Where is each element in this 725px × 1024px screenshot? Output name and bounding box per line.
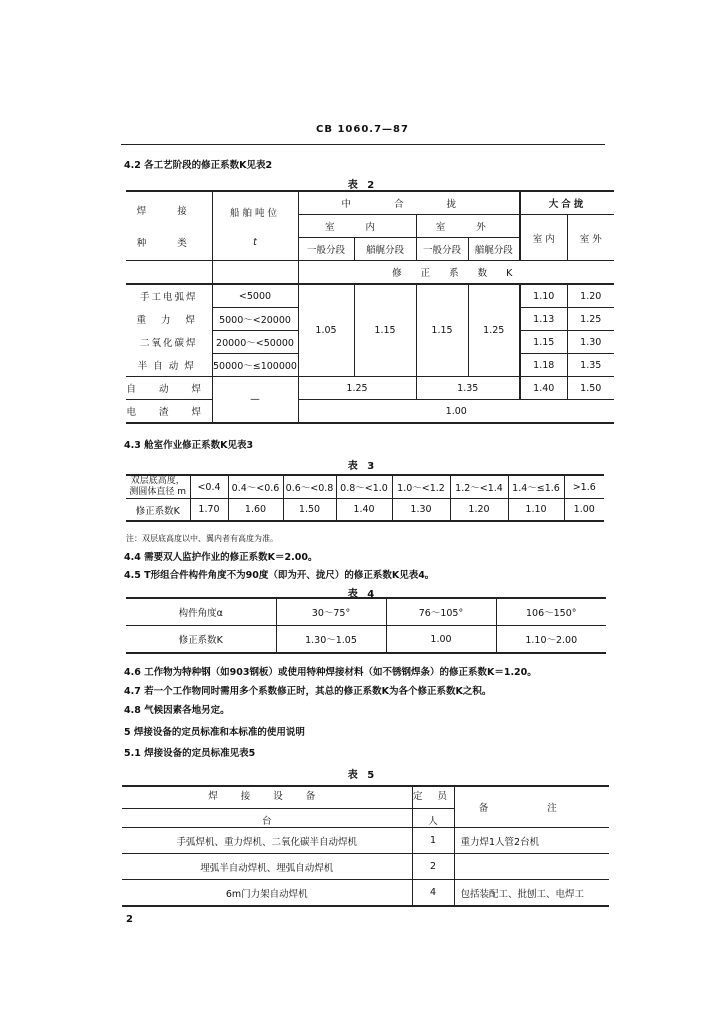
row-ton: 50000～≤100000 bbox=[212, 354, 298, 377]
mid-value: 1.25 bbox=[468, 284, 520, 377]
t3-value: 1.40 bbox=[336, 499, 392, 522]
row-ton: 20000～<50000 bbox=[212, 331, 298, 354]
t3-range: >1.6 bbox=[564, 475, 604, 499]
t5-note: 重力焊1人管2台机 bbox=[454, 828, 609, 854]
head-zcfd1: 艏艉分段 bbox=[354, 238, 416, 261]
table-4-caption: 表 4 bbox=[347, 589, 378, 600]
page-header: CB 1060.7—87 bbox=[316, 124, 409, 135]
head-shiwai: 室 外 bbox=[416, 215, 520, 238]
dz-value: 1.00 bbox=[298, 400, 614, 424]
section-5: 5 焊接设备的定员标准和本标准的使用说明 bbox=[124, 727, 305, 738]
dahe-value: 1.30 bbox=[567, 331, 614, 354]
row-label: 手工电弧焊 bbox=[139, 292, 198, 304]
dahe-value: 1.35 bbox=[567, 354, 614, 377]
head-shinei: 室 内 bbox=[298, 215, 416, 238]
table-4 bbox=[126, 597, 606, 654]
zd-value: 1.35 bbox=[416, 377, 520, 400]
t5-equipment: 6m门力架自动焊机 bbox=[225, 888, 308, 900]
t5-head-equipment: 焊 接 设 备 台 bbox=[122, 786, 412, 828]
t5-head-note: 备 注 bbox=[454, 786, 609, 828]
head-ybfd1: 一般分段 bbox=[298, 238, 354, 261]
head-shiwai2: 室 外 bbox=[567, 215, 614, 261]
section-4-7: 4.7 若一个工作物同时需用多个系数修正时，其总的修正系数K为各个修正系数K之积。 bbox=[124, 686, 492, 697]
table-cell bbox=[212, 261, 298, 285]
zd-value: 1.50 bbox=[567, 377, 614, 400]
t3-label: 修正系数K bbox=[135, 505, 180, 517]
t4-cell: 1.00 bbox=[386, 626, 496, 654]
head-zhonghe: 中 合 拢 bbox=[298, 191, 520, 215]
t3-value: 1.10 bbox=[508, 499, 564, 522]
section-4-6: 4.6 工作物为特种钢（如903钢板）或使用特种焊接材料（如不锈钢焊条）的修正系数K＝1.20。 bbox=[124, 667, 537, 678]
t5-note: 包括装配工、批刨工、电焊工 bbox=[454, 880, 609, 907]
t3-range: 0.6～<0.8 bbox=[283, 475, 336, 499]
mid-value: 1.15 bbox=[354, 284, 416, 377]
mid-value: 1.15 bbox=[416, 284, 468, 377]
zd-value: 1.25 bbox=[298, 377, 416, 400]
t3-value: 1.30 bbox=[392, 499, 450, 522]
t4-cell: 76～105° bbox=[386, 598, 496, 626]
row-label: 半自动焊 bbox=[137, 360, 200, 372]
dahe-value: 1.25 bbox=[567, 308, 614, 331]
dahe-value: 1.13 bbox=[520, 308, 567, 331]
t3-value: 1.50 bbox=[283, 499, 336, 522]
row-label: 自 动 焊 bbox=[126, 384, 212, 395]
row-ton: — bbox=[212, 377, 298, 424]
head-zcfd2: 艏艉分段 bbox=[468, 238, 520, 261]
t5-note bbox=[454, 854, 609, 880]
t3-value: 1.20 bbox=[450, 499, 508, 522]
col-hanjie: 焊 接 种 类 bbox=[136, 206, 201, 249]
zd-value: 1.40 bbox=[520, 377, 567, 400]
section-4-4: 4.4 需要双人监护作业的修正系数K＝2.00。 bbox=[124, 552, 318, 563]
t3-range: 0.8～<1.0 bbox=[336, 475, 392, 499]
table-3-note: 注：双层底高度以中、翼内者有高度为准。 bbox=[126, 534, 278, 543]
col-tonnage: 船舶吨位 t bbox=[212, 191, 298, 261]
row-label: 电 渣 焊 bbox=[126, 407, 212, 418]
dahe-value: 1.15 bbox=[520, 331, 567, 354]
section-4-2: 4.2 各工艺阶段的修正系数K见表2 bbox=[124, 160, 273, 171]
section-4-3: 4.3 舱室作业修正系数K见表3 bbox=[124, 440, 254, 451]
t3-head: 双层底高度， 测圆体直径 m bbox=[129, 476, 187, 497]
t4-cell: 30～75° bbox=[276, 598, 386, 626]
row-label: 二氧化碳焊 bbox=[139, 338, 198, 349]
head-ybfd2: 一般分段 bbox=[416, 238, 468, 261]
t3-range: <0.4 bbox=[190, 475, 228, 499]
page-number: 2 bbox=[126, 914, 133, 925]
t4-cell: 构件角度α bbox=[178, 608, 223, 619]
t5-equipment: 埋弧半自动焊机、埋弧自动焊机 bbox=[200, 862, 334, 874]
section-4-5: 4.5 T形组合件构件角度不为90度（即为开、拢尺）的修正系数K见表4。 bbox=[124, 570, 435, 581]
dahe-value: 1.10 bbox=[520, 284, 567, 308]
table-cell bbox=[126, 261, 212, 285]
table-5 bbox=[122, 785, 609, 907]
head-shinei2: 室 内 bbox=[520, 215, 567, 261]
t3-range: 1.2～<1.4 bbox=[450, 475, 508, 499]
t5-staff: 2 bbox=[412, 854, 454, 880]
header-rule bbox=[121, 144, 605, 145]
t3-range: 1.4～≤1.6 bbox=[508, 475, 564, 499]
table-3-caption: 表 3 bbox=[347, 461, 378, 472]
table-3 bbox=[126, 474, 604, 522]
dahe-value: 1.20 bbox=[567, 284, 614, 308]
row-ton: 5000～<20000 bbox=[212, 308, 298, 331]
row-ton: <5000 bbox=[212, 284, 298, 308]
t3-value: 1.70 bbox=[190, 499, 228, 522]
dahe-value: 1.18 bbox=[520, 354, 567, 377]
table-5-caption: 表 5 bbox=[347, 770, 378, 781]
t4-cell: 1.10～2.00 bbox=[496, 626, 606, 654]
section-5-1: 5.1 焊接设备的定员标准见表5 bbox=[124, 748, 256, 759]
t3-range: 1.0～<1.2 bbox=[392, 475, 450, 499]
mid-value: 1.05 bbox=[298, 284, 354, 377]
t3-value: 1.00 bbox=[564, 499, 604, 522]
t3-value: 1.60 bbox=[228, 499, 283, 522]
t5-staff: 1 bbox=[412, 828, 454, 854]
section-4-8: 4.8 气候因素各地另定。 bbox=[124, 705, 230, 716]
t5-head-staff: 定 员 人 bbox=[412, 786, 454, 828]
head-xzxs: 修 正 系 数 K bbox=[298, 261, 614, 285]
t4-cell: 1.30～1.05 bbox=[276, 626, 386, 654]
table-2-caption: 表 2 bbox=[347, 180, 378, 191]
t5-staff: 4 bbox=[412, 880, 454, 907]
t5-equipment: 手弧焊机、重力焊机、二氧化碳半自动焊机 bbox=[176, 836, 357, 848]
head-dahe: 大合拢 bbox=[520, 191, 614, 215]
t4-cell: 106～150° bbox=[496, 598, 606, 626]
row-label: 重 力 焊 bbox=[136, 315, 202, 326]
t4-cell: 修正系数K bbox=[178, 635, 223, 646]
t3-range: 0.4～<0.6 bbox=[228, 475, 283, 499]
table-2 bbox=[126, 190, 614, 424]
